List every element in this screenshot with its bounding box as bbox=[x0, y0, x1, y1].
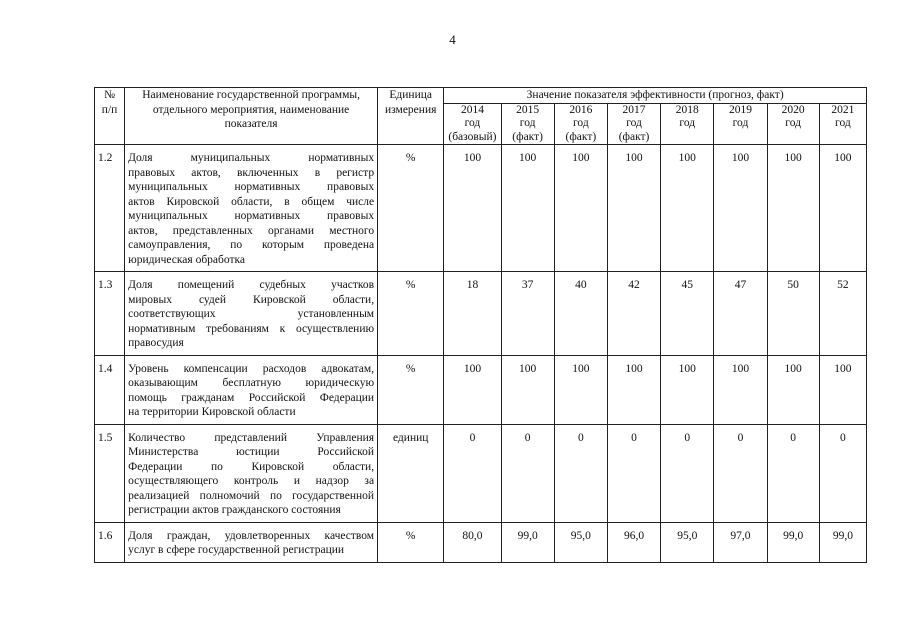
indicator-name-line: правовых актов, включенных в регистр bbox=[128, 166, 375, 179]
page-number: 4 bbox=[449, 32, 456, 47]
value-cell: 0 bbox=[501, 424, 554, 522]
header-year-line: год bbox=[785, 117, 801, 129]
header-name-line: Наименование государственной программы, bbox=[142, 89, 360, 101]
header-unit-line: измерения bbox=[385, 103, 437, 116]
indicators-table bbox=[94, 87, 867, 563]
indicator-name bbox=[125, 272, 378, 356]
header-year-line: (факт) bbox=[512, 130, 543, 143]
indicator-name-line: муниципальных нормативных правовых bbox=[128, 210, 375, 222]
value-cell: 100 bbox=[767, 145, 819, 272]
indicator-name-line: соответствующих установленным bbox=[128, 308, 375, 320]
header-name-line: показателя bbox=[224, 118, 278, 130]
value-cell: 0 bbox=[661, 424, 714, 522]
header-year-line: год bbox=[679, 117, 696, 129]
table-row bbox=[95, 522, 867, 562]
value-cell: 45 bbox=[661, 272, 714, 356]
header-year-line: год bbox=[464, 117, 481, 129]
unit-cell: единиц bbox=[378, 424, 444, 522]
header-unit-line: Единица bbox=[389, 89, 432, 101]
value-cell: 100 bbox=[714, 145, 767, 272]
value-cell: 100 bbox=[767, 355, 819, 424]
indicator-name-line: Федерации по Кировской области, bbox=[128, 460, 375, 473]
value-cell: 0 bbox=[714, 424, 767, 522]
table-row bbox=[95, 145, 867, 272]
value-cell: 100 bbox=[444, 355, 501, 424]
header-year-3 bbox=[607, 103, 660, 145]
header-name bbox=[125, 88, 378, 145]
indicator-name-line: Уровень компенсации расходов адвокатам, bbox=[128, 362, 375, 375]
value-cell: 37 bbox=[501, 272, 554, 356]
value-cell: 100 bbox=[554, 355, 607, 424]
value-cell: 100 bbox=[714, 355, 767, 424]
table-row bbox=[95, 272, 867, 356]
value-cell: 0 bbox=[767, 424, 819, 522]
value-cell: 100 bbox=[554, 145, 607, 272]
value-cell: 100 bbox=[444, 145, 501, 272]
header-year-line: 2016 bbox=[569, 103, 593, 116]
value-cell: 95,0 bbox=[661, 522, 714, 562]
indicator-name-line: регистрации актов гражданского состояния bbox=[128, 504, 341, 516]
indicator-name-line: Министерства юстиции Российской bbox=[128, 446, 375, 458]
row-number: 1.3 bbox=[95, 272, 125, 356]
indicator-name-line: услуг в сфере государственной регистрации bbox=[128, 544, 345, 556]
unit-cell: % bbox=[378, 272, 444, 356]
indicator-name-line: Доля граждан, удовлетворенных качеством bbox=[128, 529, 375, 542]
header-year-line: 2019 bbox=[728, 103, 752, 116]
value-cell: 99,0 bbox=[501, 522, 554, 562]
header-year-line: 2020 bbox=[781, 103, 805, 116]
indicator-name-line: оказывающим бесплатную юридическую bbox=[128, 377, 375, 389]
value-cell: 100 bbox=[819, 355, 866, 424]
unit-cell: % bbox=[378, 355, 444, 424]
indicator-name-line: на территории Кировской области bbox=[128, 406, 296, 418]
row-number: 1.4 bbox=[95, 355, 125, 424]
value-cell: 80,0 bbox=[444, 522, 501, 562]
value-cell: 100 bbox=[607, 145, 660, 272]
header-unit bbox=[378, 88, 444, 145]
value-cell: 0 bbox=[444, 424, 501, 522]
header-year-line: (факт) bbox=[618, 130, 650, 143]
value-cell: 100 bbox=[501, 145, 554, 272]
indicator-name-line: юридическая обработка bbox=[128, 253, 246, 266]
header-year-7 bbox=[819, 103, 866, 145]
indicator-name-line: Доля муниципальных нормативных bbox=[128, 152, 375, 164]
indicator-name-line: мировых судей Кировской области, bbox=[128, 293, 375, 306]
value-cell: 97,0 bbox=[714, 522, 767, 562]
indicator-name-line: актов, представленных органами местного bbox=[128, 224, 375, 237]
indicator-name bbox=[125, 424, 378, 522]
header-year-line: год bbox=[626, 117, 642, 129]
row-number: 1.5 bbox=[95, 424, 125, 522]
table-body bbox=[95, 145, 867, 563]
indicator-name-line: Количество представлений Управления bbox=[128, 431, 375, 444]
header-year-line: 2017 bbox=[622, 103, 646, 116]
header-year-2 bbox=[554, 103, 607, 145]
header-year-line: год bbox=[573, 117, 589, 129]
indicator-name-line: помощь гражданам Российской Федерации bbox=[128, 391, 375, 404]
value-cell: 96,0 bbox=[607, 522, 660, 562]
header-year-line: (базовый) bbox=[448, 130, 497, 143]
indicator-name-line: актов Кировской области, в общем числе bbox=[128, 195, 375, 208]
indicator-name-line: муниципальных нормативных правовых bbox=[128, 181, 375, 193]
indicator-name-line: осуществляющего контроль и надзор за bbox=[128, 475, 375, 487]
value-cell: 0 bbox=[554, 424, 607, 522]
header-number-line: № bbox=[104, 89, 116, 101]
header-year-0 bbox=[444, 103, 501, 145]
value-cell: 47 bbox=[714, 272, 767, 356]
value-cell: 40 bbox=[554, 272, 607, 356]
value-cell: 18 bbox=[444, 272, 501, 356]
header-number-line: п/п bbox=[101, 103, 118, 116]
header-year-1 bbox=[501, 103, 554, 145]
header-year-5 bbox=[714, 103, 767, 145]
header-year-line: 2018 bbox=[675, 103, 699, 116]
indicator-name-line: реализацией полномочий по государственной bbox=[128, 489, 375, 502]
unit-cell: % bbox=[378, 145, 444, 272]
value-cell: 42 bbox=[607, 272, 660, 356]
header-year-line: год bbox=[519, 117, 536, 129]
header-year-4 bbox=[661, 103, 714, 145]
value-cell: 100 bbox=[819, 145, 866, 272]
header-year-6 bbox=[767, 103, 819, 145]
indicator-name bbox=[125, 145, 378, 272]
value-cell: 0 bbox=[607, 424, 660, 522]
header-year-line: 2015 bbox=[516, 103, 540, 116]
header-name-line: отдельного мероприятия, наименование bbox=[152, 103, 350, 116]
header-year-line: (факт) bbox=[565, 130, 597, 143]
indicator-name bbox=[125, 522, 378, 562]
value-cell: 100 bbox=[661, 145, 714, 272]
indicator-name-line: правосудия bbox=[128, 337, 184, 349]
value-cell: 52 bbox=[819, 272, 866, 356]
header-year-line: 2021 bbox=[831, 103, 855, 116]
indicator-name-line: нормативным требованиям к осуществлению bbox=[128, 322, 375, 335]
value-cell: 50 bbox=[767, 272, 819, 356]
header-year-line: год bbox=[835, 117, 851, 129]
value-cell: 99,0 bbox=[819, 522, 866, 562]
header-number bbox=[95, 88, 125, 145]
value-cell: 99,0 bbox=[767, 522, 819, 562]
row-number: 1.2 bbox=[95, 145, 125, 272]
indicator-name bbox=[125, 355, 378, 424]
unit-cell: % bbox=[378, 522, 444, 562]
indicator-name-line: Доля помещений судебных участков bbox=[128, 279, 375, 291]
value-cell: 0 bbox=[819, 424, 866, 522]
header-value-group: Значение показателя эффективности (прогноз, факт) bbox=[444, 88, 867, 104]
value-cell: 100 bbox=[501, 355, 554, 424]
value-cell: 100 bbox=[661, 355, 714, 424]
table-row bbox=[95, 424, 867, 522]
indicator-name-line: самоуправления, по которым проведена bbox=[128, 239, 375, 251]
header-year-line: 2014 bbox=[460, 103, 484, 116]
value-cell: 95,0 bbox=[554, 522, 607, 562]
row-number: 1.6 bbox=[95, 522, 125, 562]
table-row bbox=[95, 355, 867, 424]
value-cell: 100 bbox=[607, 355, 660, 424]
header-year-line: год bbox=[732, 117, 749, 129]
